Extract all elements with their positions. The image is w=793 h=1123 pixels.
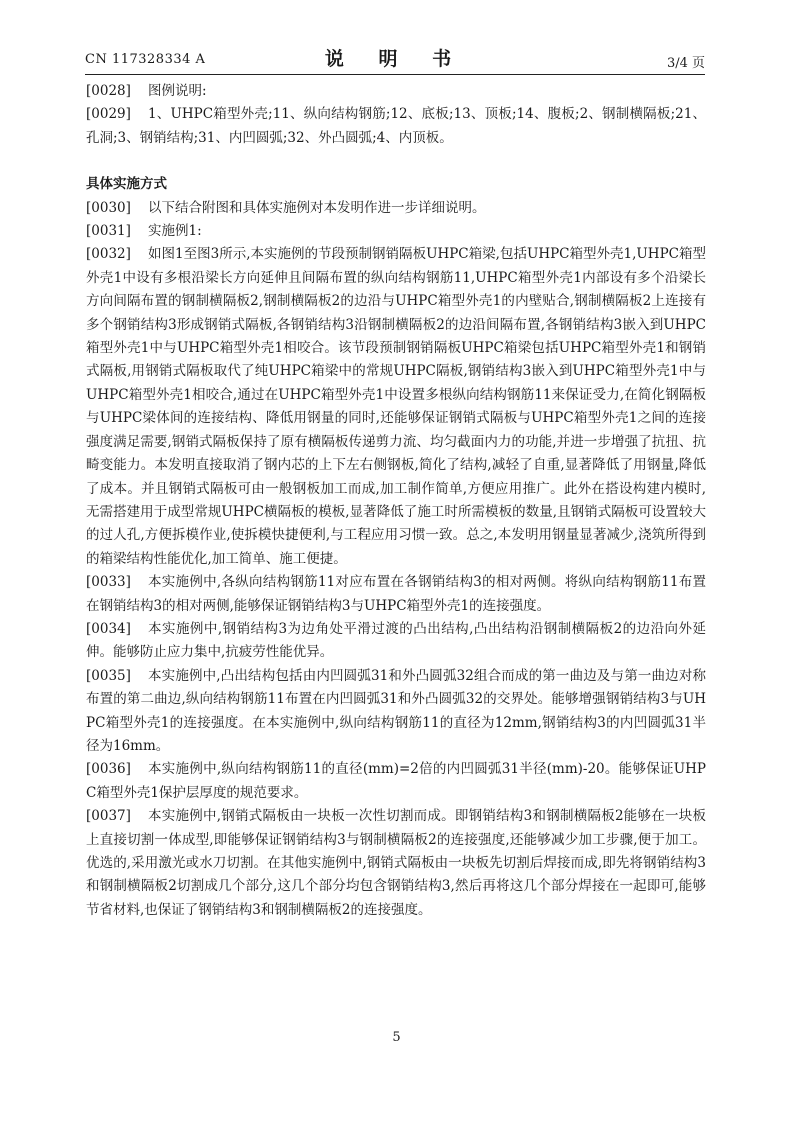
paragraph — [86, 197, 706, 220]
paragraph-number: [0030] — [86, 199, 131, 216]
paragraph — [86, 103, 706, 150]
paragraph-text: 1、UHPC箱型外壳;11、纵向结构钢筋;12、底板;13、顶板;14、腹板;2、钢制横隔板;21、孔洞;3、钢销结构;31、内凹圆弧;32、外凸圆弧;4、内顶板。 — [86, 106, 706, 146]
paragraph-text: 本实施例中,钢销式隔板由一块板一次性切割而成。即钢销结构3和钢制横隔板2能够在一块板上直接切割一体成型,即能够保证钢销结构3与钢制横隔板2的连接强度,还能够减少加工步骤,便于加工。优选的,采用激光或水刀切割。在其他实施例中,钢销式隔板由一块板先切割后焊接而成,即先将钢销结构3和钢制横隔板2切割成几个部分,这几个部分均包含钢销结构3,然后再将这几个部分焊接在一起即可,能够节省材料,也保证了钢销结构3和钢制横隔板2的连接强度。 — [86, 808, 706, 918]
paragraph-text: 图例说明: — [148, 83, 207, 99]
page-number: 5 — [392, 1030, 401, 1045]
document-title: 说 明 书 — [324, 48, 466, 70]
paragraph — [86, 618, 706, 665]
document-number: CN 117328334 A — [85, 52, 206, 67]
paragraph-text: 如图1至图3所示,本实施例的节段预制钢销隔板UHPC箱梁,包括UHPC箱型外壳1,UHPC箱型外壳1中设有多根沿梁长方向延伸且间隔布置的纵向结构钢筋11,UHPC箱型外壳1内部设有多个沿梁长方向间隔布置的钢制横隔板2,钢制横隔板2的边沿与UHPC箱型外壳1的内壁贴合,钢制横隔板2上连接有多个钢销结构3形成钢销式隔板,各钢销结构3沿钢制横隔板2的边沿间隔布置,各钢销结构3嵌入到UHPC箱型外壳1中与UHPC箱型外壳1相咬合。该节段预制钢销隔板UHPC箱梁包括UHPC箱型外壳1和钢销式隔板,用钢销式隔板取代了纯UHPC箱梁中的常规UHPC隔板,钢销结构3嵌入到UHPC箱型外壳1中与UHPC箱型外壳1相咬合,通过在UHPC箱型外壳1中设置多根纵向结构钢筋11来保证受力,在简化钢隔板与UHPC梁体间的连接结构、降低用钢量的同时,还能够保证钢销式隔板与UHPC箱型外壳1之间的连接强度满足需要,钢销式隔板保持了原有横隔板传递剪力流、均匀截面内力的功能,并进一步增强了抗扭、抗畸变能力。本发明直接取消了钢内芯的上下左右侧钢板,简化了结构,减轻了自重,显著降低了用钢量,降低了成本。并且钢销式隔板可由一般钢板加工而成,加工制作简单,方便应用推广。此外在搭设构建内模时,无需搭建用于成型常规UHPC横隔板的模板,显著降低了施工时所需模板的数量,且钢销式隔板可设置较大的过人孔,方便拆模作业,使拆模快捷便利,与工程应用习惯一致。总之,本发明用钢量显著减少,浇筑所得到的箱梁结构性能优化,加工简单、施工便捷。 — [86, 246, 706, 567]
paragraph-text: 本实施例中,凸出结构包括由内凹圆弧31和外凸圆弧32组合而成的第一曲边及与第一曲边对称布置的第二曲边,纵向结构钢筋11布置在内凹圆弧31和外凸圆弧32的交界处。能够增强钢销结构3与UHPC箱型外壳1的连接强度。在本实施例中,纵向结构钢筋11的直径为12mm,钢销结构3的内凹圆弧31半径为16mm。 — [86, 667, 706, 754]
paragraph-text: 本实施例中,纵向结构钢筋11的直径(mm)=2倍的内凹圆弧31半径(mm)-20。能够保证UHPC箱型外壳1保护层厚度的规范要求。 — [86, 761, 706, 801]
document-body — [86, 80, 706, 922]
paragraph-text: 实施例1: — [148, 223, 202, 240]
paragraph-number: [0037] — [86, 808, 131, 825]
paragraph-text: 本实施例中,各纵向结构钢筋11对应布置在各钢销结构3的相对两侧。将纵向结构钢筋11布置在钢销结构3的相对两侧,能够保证钢销结构3与UHPC箱型外壳1的连接强度。 — [86, 574, 706, 614]
paragraph — [86, 758, 706, 805]
paragraph — [86, 80, 706, 103]
paragraph-number: [0028] — [86, 83, 131, 99]
page-header — [85, 44, 705, 74]
section-heading: 具体实施方式 — [86, 176, 167, 193]
paragraph — [86, 243, 706, 571]
paragraph — [86, 571, 706, 618]
page-indicator: 3/4 页 — [666, 56, 705, 71]
paragraph — [86, 805, 706, 922]
paragraph-number: [0036] — [86, 761, 131, 778]
paragraph — [86, 220, 706, 243]
paragraph-number: [0033] — [86, 574, 131, 591]
paragraph-number: [0034] — [86, 620, 131, 637]
paragraph-text: 以下结合附图和具体实施例对本发明作进一步详细说明。 — [148, 199, 486, 216]
paragraph-number: [0029] — [86, 106, 131, 123]
paragraph-number: [0032] — [86, 246, 131, 263]
paragraph-number: [0031] — [86, 223, 131, 240]
paragraph — [86, 665, 706, 759]
paragraph-number: [0035] — [86, 667, 131, 684]
paragraph-text: 本实施例中,钢销结构3为边角处平滑过渡的凸出结构,凸出结构沿钢制横隔板2的边沿向外延伸。能够防止应力集中,抗疲劳性能优异。 — [86, 620, 706, 661]
header-rule — [85, 74, 705, 75]
